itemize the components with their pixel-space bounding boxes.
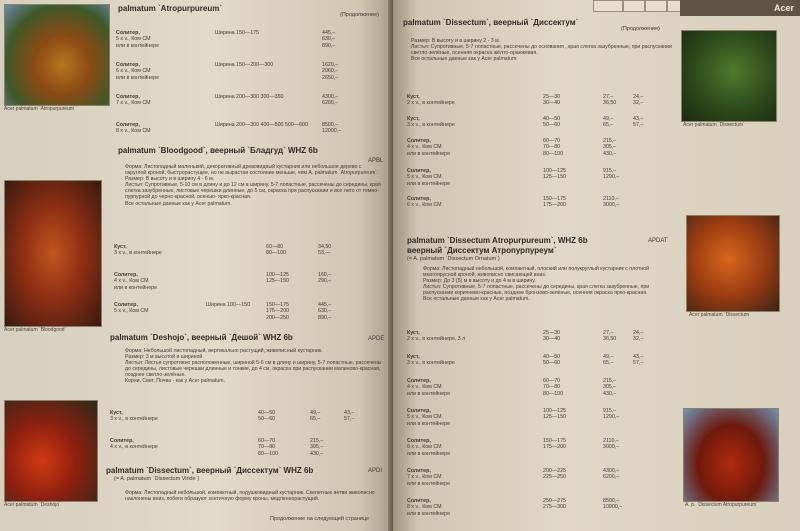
row-price: 65,–	[603, 360, 614, 367]
row-height: 175—200	[266, 308, 289, 315]
row-name: Куст,	[110, 410, 123, 416]
row-price-bulk: 43,–	[633, 354, 644, 360]
row-spec: 3 х v., в контейнере	[407, 122, 455, 129]
row-height: 100—125	[543, 168, 566, 174]
right-page	[393, 0, 800, 531]
description: Все остальные данные как у Acer palmatum.	[125, 200, 232, 207]
description: Форма: Небольшой листопадный, вертикально растущий, живописный кустарник.	[125, 348, 323, 354]
description: Листья: Супротивные, 5-10 см в длину и до 12 см в ширину, 5-7 лопастные, рассечены до середины, края слегка зазубренные, листовые черешки длинные, до 5 см, окраска при распускании и все лето от темно-пурпурной до черно-красной, осенью- ярко-красная.	[125, 182, 381, 201]
row-price: 65,–	[310, 416, 321, 423]
row-height: 60—70	[258, 438, 276, 444]
row-price: 890,–	[318, 314, 332, 321]
row-spec: 6 х v., Ком СМ	[116, 68, 151, 75]
row-size: Ширина 150—200—300	[215, 62, 274, 68]
product-code: APDI	[368, 468, 383, 474]
row-extra: или в контейнере	[407, 510, 451, 517]
row-price: 305,–	[310, 444, 324, 451]
row-height: 175—200	[543, 202, 566, 209]
row-height: 25—30	[543, 330, 561, 336]
row-spec: 3 х v., в контейнере	[110, 416, 158, 423]
continued-label: (Продолжение)	[340, 12, 379, 18]
row-price-bulk: 57,–	[633, 122, 644, 129]
row-spec: 2 х v., в контейнере	[407, 100, 455, 107]
row-spec: 6 х v., Ком СМ	[407, 444, 442, 451]
row-spec: 4 х v., Ком СМ	[407, 384, 442, 391]
row-height: 40—50	[543, 354, 561, 360]
row-price: 3000,–	[603, 202, 620, 209]
row-height: 40—50	[543, 116, 561, 122]
row-spec: 2 х v., в контейнере, 3 л	[407, 336, 466, 343]
row-spec: 8 х v., Ком СМ	[407, 504, 442, 511]
row-price: 915,–	[603, 408, 617, 414]
row-price: 160,–	[318, 272, 332, 278]
description: Размер: В высоту и в ширину 2 - 3 м.	[411, 38, 501, 44]
row-price: 8500,–	[322, 122, 339, 128]
row-name: Куст,	[407, 330, 420, 336]
row-height: 80—100	[258, 450, 279, 457]
row-extra: или в контейнере	[407, 480, 451, 487]
row-name: Солитер,	[407, 498, 431, 504]
row-height: 60—70	[543, 138, 561, 144]
row-spec: 5 х v., Ком СМ	[407, 414, 442, 421]
row-price-bulk: 57,–	[633, 360, 644, 367]
caption: Acer palmatum `Bloodgood`	[4, 327, 67, 333]
row-name: Солитер,	[407, 196, 431, 202]
row-name: Солитер,	[116, 30, 140, 36]
row-price: 6200,–	[322, 100, 339, 107]
row-price: 12000,–	[322, 128, 342, 135]
row-height: 60—80	[266, 244, 284, 250]
row-height: 50—60	[258, 416, 276, 423]
row-price: 445,–	[318, 302, 332, 308]
caption: Acer palmatum `Dissectum`	[683, 122, 745, 128]
description: Корни, Свет, Почва - как у Acer palmatum.	[125, 378, 226, 385]
row-extra: или в контейнере	[407, 180, 451, 187]
row-spec: 5 х v., Ком СМ	[407, 174, 442, 181]
row-price: 36,50	[603, 336, 617, 343]
row-price: 305,–	[603, 384, 617, 391]
row-price: 630,–	[322, 36, 336, 43]
row-price: 65,–	[603, 122, 614, 129]
row-price: 215,–	[603, 138, 617, 144]
row-price: 10900,–	[603, 504, 623, 511]
row-spec: 6 х v., Ком СМ	[407, 202, 442, 209]
row-height: 100—125	[266, 272, 289, 278]
row-name: Солитер,	[407, 438, 431, 444]
row-name: Солитер,	[110, 438, 134, 444]
row-height: 100—125	[543, 408, 566, 414]
row-height: 250—275	[543, 498, 566, 504]
alt-name: (= A. palmatum `Dissectum Ornatum`)	[407, 256, 500, 262]
product-code: APDE	[368, 336, 385, 342]
continued-label: (Продолжение)	[621, 26, 660, 32]
row-size: Ширина 200—300 400—500 500—600	[215, 122, 308, 128]
photo-dissectum	[681, 30, 777, 122]
row-price: 4300,–	[322, 94, 339, 100]
description: Листья: Супротивные, 5-7 лопастные, рассечены до основания , края слегка зазубренные, при распускании светло-зелёные, осенняя окраска жёлто-оранжевая.	[411, 44, 672, 57]
row-spec: 4 х v., в контейнере	[110, 444, 158, 451]
row-price: 53,—	[318, 250, 331, 257]
section-title: palmatum `Deshojo`, веерный `Дешой` WHZ 6b	[110, 333, 293, 342]
alt-name: (= A. palmatum `Dissectum Viride`)	[114, 476, 200, 482]
description: Форма: Листопадный маленький, декоративный древовидный кустарник или небольшое дерево с округлой кроной, быстрорастущее, но не вырастая состояние меньше, чем A. palmatum `Atropurpureum`.	[125, 164, 379, 177]
row-height: 200—250	[266, 314, 289, 321]
row-extra: или в контейнере	[114, 284, 158, 291]
row-price: 430,–	[603, 150, 617, 157]
section-title: palmatum `Bloodgood`, веерный `Блaдгуд` WHZ 6b	[118, 146, 318, 155]
caption: Acer palmatum `Dissectum`	[689, 312, 751, 318]
row-spec: 5 х v., Ком СМ	[116, 36, 151, 43]
row-price: 27,–	[603, 94, 614, 100]
caption: Acer palmatum `Atropurpureum`	[4, 106, 76, 112]
row-extra: или в контейнере	[407, 390, 451, 397]
description: Размер: До 3 (5) м в высоту и до 4 м в ширину.	[423, 278, 536, 285]
photo-atropurpureum	[4, 4, 110, 106]
row-size-label: Ширина 100—150	[206, 302, 251, 308]
row-height: 125—150	[266, 278, 289, 285]
row-name: Куст,	[114, 244, 127, 250]
row-spec: 3 х v., в контейнере	[114, 250, 162, 257]
row-height: 225—250	[543, 474, 566, 481]
row-price: 2110,–	[603, 438, 619, 444]
row-name: Солитер,	[116, 122, 140, 128]
product-code: APDAT	[648, 238, 668, 244]
row-price: 6200,–	[603, 474, 620, 481]
row-spec: 4 х v., Ком СМ	[407, 144, 442, 151]
row-extra: или в контейнере	[407, 450, 451, 457]
left-page	[0, 0, 392, 531]
row-height: 25—30	[543, 94, 561, 100]
row-price: 1620,–	[322, 62, 339, 68]
row-size: Ширина 200—300 300—350	[215, 94, 284, 100]
row-height: 80—100	[543, 150, 564, 157]
row-price: 4300,–	[603, 468, 620, 474]
row-price: 3000,–	[603, 444, 620, 451]
description: Листья: Листья супротивно расположенные, шириной 5-6 см в длину и ширину, 5-7 лопастные, рассечены до середины, листовые черешки длинные и тонкие, до 4 см, окраска при распускании малиново-красная, позднее светло-зелёные.	[125, 360, 382, 379]
description: Форма: Листопадный небольшой, компактный, плоский или полукруглый кустарник с плотной многоярусной кроной, живописно свисающей вниз.	[423, 266, 649, 279]
row-price-bulk: 43,–	[633, 116, 644, 122]
row-price: 8500,–	[603, 498, 620, 504]
row-price: 630,–	[318, 308, 332, 315]
row-name: Куст,	[407, 94, 420, 100]
row-price: 34,50	[318, 244, 332, 250]
row-price: 430,–	[603, 390, 617, 397]
genus-header: Acer	[680, 0, 800, 16]
photo-dissectum-2	[686, 215, 780, 312]
row-price-bulk: 32,–	[633, 100, 644, 107]
row-price: 2110,–	[603, 196, 619, 202]
photo-bloodgood	[4, 180, 102, 327]
row-height: 30—40	[543, 336, 561, 343]
row-name: Солитер,	[116, 94, 140, 100]
row-price: 445,–	[322, 30, 336, 36]
index-tab	[645, 0, 667, 12]
row-price-bulk: 43,–	[344, 410, 355, 416]
row-spec: 7 х v., Ком СМ	[407, 474, 442, 481]
row-price: 49,–	[603, 354, 614, 360]
row-height: 70—80	[258, 444, 276, 451]
row-height: 40—50	[258, 410, 276, 416]
row-extra: или в контейнере	[407, 150, 451, 157]
row-height: 125—150	[543, 414, 566, 421]
description: Размер: В высоту и в ширину 4 - 6 м.	[125, 176, 215, 183]
row-name: Солитер,	[114, 302, 138, 308]
row-height: 150—175	[543, 196, 566, 202]
row-name: Солитер,	[407, 378, 431, 384]
row-spec: 3 х v., в контейнере	[407, 360, 455, 367]
row-price: 2650,–	[322, 74, 339, 81]
photo-atropurpureum-dissectum	[683, 408, 779, 502]
row-height: 175—200	[543, 444, 566, 451]
row-size: Ширина 150—175	[215, 30, 260, 36]
row-price: 1290,–	[603, 414, 620, 421]
row-name: Солитер,	[407, 138, 431, 144]
row-price: 36,50	[603, 100, 617, 107]
row-height: 70—80	[543, 144, 561, 151]
row-name: Солитер,	[114, 272, 138, 278]
row-height: 30—40	[543, 100, 561, 107]
row-price: 430,–	[310, 450, 324, 457]
row-extra: или в контейнере	[116, 74, 160, 81]
row-height: 60—70	[543, 378, 561, 384]
row-price: 890,–	[322, 42, 336, 49]
caption: Acer palmatum `Deshojo`	[4, 502, 61, 508]
row-height: 150—175	[266, 302, 289, 308]
section-subtitle: веерный `Диссектум Атропурпуреум`	[407, 246, 557, 255]
row-name: Куст,	[407, 354, 420, 360]
row-extra: или в контейнере	[116, 42, 160, 49]
row-name: Солитер,	[407, 408, 431, 414]
row-price: 215,–	[310, 438, 324, 444]
row-extra: или в контейнере	[407, 420, 451, 427]
description: Все остальные данные как у Acer palmatum.	[411, 56, 518, 63]
row-spec: 4 х v., Ком СМ	[114, 278, 149, 285]
row-name: Куст,	[407, 116, 420, 122]
row-height: 150—175	[543, 438, 566, 444]
row-price: 49,–	[603, 116, 614, 122]
row-price: 27,–	[603, 330, 614, 336]
product-code: APBL	[368, 158, 384, 164]
row-price: 305,–	[603, 144, 617, 151]
section-title: palmatum `Atropurpureum`	[118, 4, 222, 13]
row-height: 50—60	[543, 360, 561, 367]
row-price: 2060,–	[322, 68, 339, 75]
photo-deshojo	[4, 400, 98, 502]
row-spec: 5 х v., Ком СМ	[114, 308, 149, 315]
description: Форма: Листопадный небольшой, компактный, подушковидный кустарник. Скелетные ветви живописно наклонены вниз, побеги образуют зонтичную форму кроны, медленнорастущий.	[125, 490, 375, 503]
description: Листья: Супротивные, 5-7 лопастные, рассечены до середины, края слегка зазубренные, при распускании коричнево-красные, позднее бронзово-зелёные, осенняя окраска ярко-красная.	[423, 284, 650, 297]
row-height: 50—60	[543, 122, 561, 129]
index-tab	[593, 0, 623, 12]
row-name: Солитер,	[407, 468, 431, 474]
row-price-bulk: 32,–	[633, 336, 644, 343]
section-title: palmatum `Dissectum Atropurpureum`, WHZ 6b	[407, 236, 588, 245]
row-price: 49,–	[310, 410, 321, 416]
row-name: Солитер,	[407, 168, 431, 174]
caption: A. p. `Dissectum Atropurpureum`	[685, 502, 758, 508]
row-height: 80—100	[543, 390, 564, 397]
row-height: 70—80	[543, 384, 561, 391]
row-price: 915,–	[603, 168, 617, 174]
row-price-bulk: 24,–	[633, 94, 644, 100]
row-price: 1290,–	[603, 174, 620, 181]
section-title: palmatum `Dissectum`, веерный `Диссектум` WHZ 6b	[106, 466, 314, 475]
row-height: 275—300	[543, 504, 566, 511]
row-height: 125—150	[543, 174, 566, 181]
section-title: palmatum `Dissectum`, веерный `Диссектум`	[403, 18, 579, 27]
row-name: Солитер,	[116, 62, 140, 68]
row-height: 80—100	[266, 250, 287, 257]
row-price-bulk: 57,–	[344, 416, 355, 423]
description: Все остальные данные как у Acer palmatum.	[423, 296, 530, 303]
row-height: 200—225	[543, 468, 566, 474]
continued-note: Продолжение на следующей странице	[270, 516, 370, 522]
description: Размер: 3 м высотой и шириной.	[125, 354, 204, 361]
index-tab	[623, 0, 645, 12]
row-spec: 7 х v., Ком СМ	[116, 100, 151, 107]
row-price: 290,–	[318, 278, 332, 285]
row-price-bulk: 24,–	[633, 330, 644, 336]
row-spec: 8 х v., Ком СМ	[116, 128, 151, 135]
row-price: 215,–	[603, 378, 617, 384]
